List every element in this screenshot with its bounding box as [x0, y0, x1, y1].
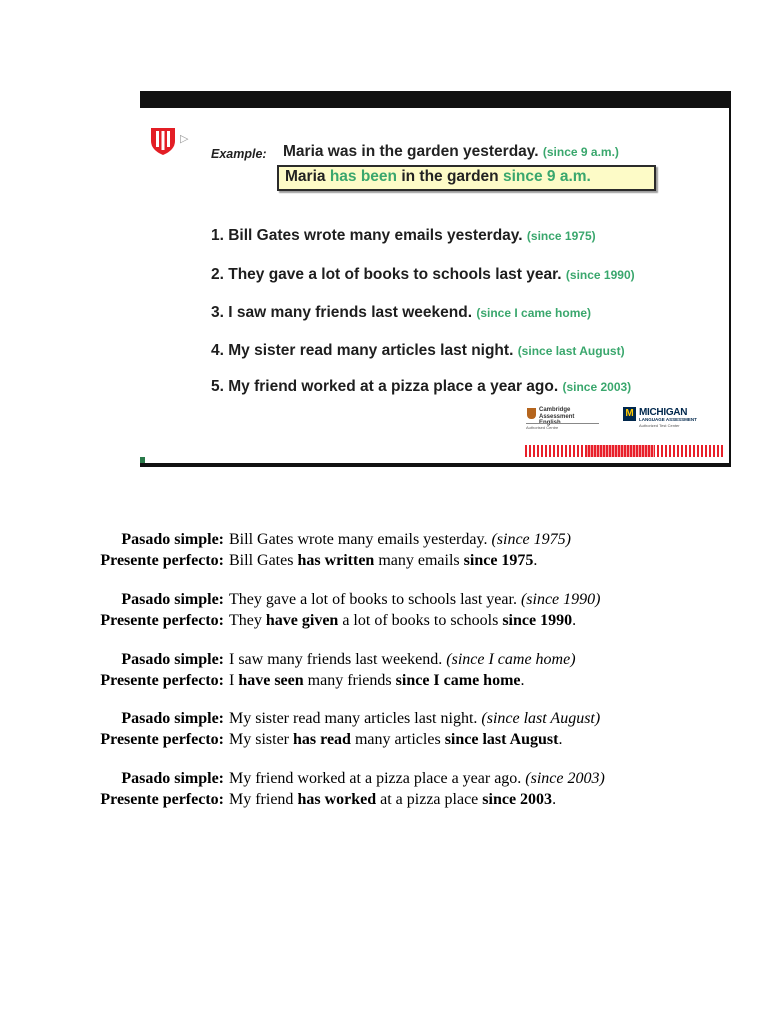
exercise-pair — [0, 768, 768, 810]
exercise-pair — [0, 708, 768, 750]
perfect-label: Presente perfecto: — [100, 731, 224, 748]
cambridge-crest-icon — [527, 408, 536, 419]
example-sentence: Maria was in the garden yesterday. (since 9 a.m.) — [283, 143, 619, 160]
past-sentence: They gave a lot of books to schools last year. (since 1990) — [229, 591, 601, 608]
past-sentence: I saw many friends last weekend. (since I came home) — [229, 651, 576, 668]
perfect-sentence: My friend has worked at a pizza place since 2003. — [229, 791, 557, 808]
perfect-label: Presente perfecto: — [100, 552, 224, 569]
perfect-label: Presente perfecto: — [100, 672, 224, 689]
michigan-m-icon: M — [623, 407, 636, 421]
perfect-sentence: They have given a lot of books to schools since 1990. — [229, 612, 577, 629]
exercise-pair — [0, 649, 768, 691]
slide-item: 3. I saw many friends last weekend. (since I came home) — [211, 304, 592, 321]
example-label: Example: — [211, 147, 267, 161]
example-answer-box: Maria has been in the garden since 9 a.m. — [277, 165, 656, 191]
exercise-pair — [0, 529, 768, 571]
pointer-icon: ▷ — [180, 133, 189, 145]
perfect-sentence: I have seen many friends since I came home. — [229, 672, 525, 689]
past-sentence: Bill Gates wrote many emails yesterday. (since 1975) — [229, 531, 571, 548]
past-sentence: My friend worked at a pizza place a year ago. (since 2003) — [229, 770, 605, 787]
perfect-label: Presente perfecto: — [100, 612, 224, 629]
slide-item: 1. Bill Gates wrote many emails yesterday. (since 1975) — [211, 227, 596, 244]
past-label: Pasado simple: — [121, 531, 224, 548]
past-label: Pasado simple: — [121, 651, 224, 668]
slide-item: 5. My friend worked at a pizza place a year ago. (since 2003) — [211, 378, 632, 395]
past-sentence: My sister read many articles last night. (since last August) — [229, 710, 601, 727]
perfect-sentence: My sister has read many articles since last August. — [229, 731, 563, 748]
slide-image — [140, 91, 731, 467]
slide-item: 2. They gave a lot of books to schools last year. (since 1990) — [211, 266, 635, 283]
past-label: Pasado simple: — [121, 770, 224, 787]
perfect-sentence: Bill Gates has written many emails since 1975. — [229, 552, 538, 569]
cambridge-logo: Cambridge Assessment English Authorised Centre — [525, 407, 600, 433]
slide-item: 4. My sister read many articles last night. (since last August) — [211, 342, 625, 359]
example-hint: (since 9 a.m.) — [542, 145, 619, 159]
past-label: Pasado simple: — [121, 591, 224, 608]
michigan-logo: M MICHIGAN LANGUAGE ASSESSMENT Authorized Test Center — [623, 407, 701, 429]
perfect-label: Presente perfecto: — [100, 791, 224, 808]
past-label: Pasado simple: — [121, 710, 224, 727]
exercise-pair — [0, 589, 768, 631]
university-logo-icon — [150, 126, 176, 156]
red-stripes-dense — [585, 445, 655, 457]
corner-mark — [140, 457, 145, 463]
